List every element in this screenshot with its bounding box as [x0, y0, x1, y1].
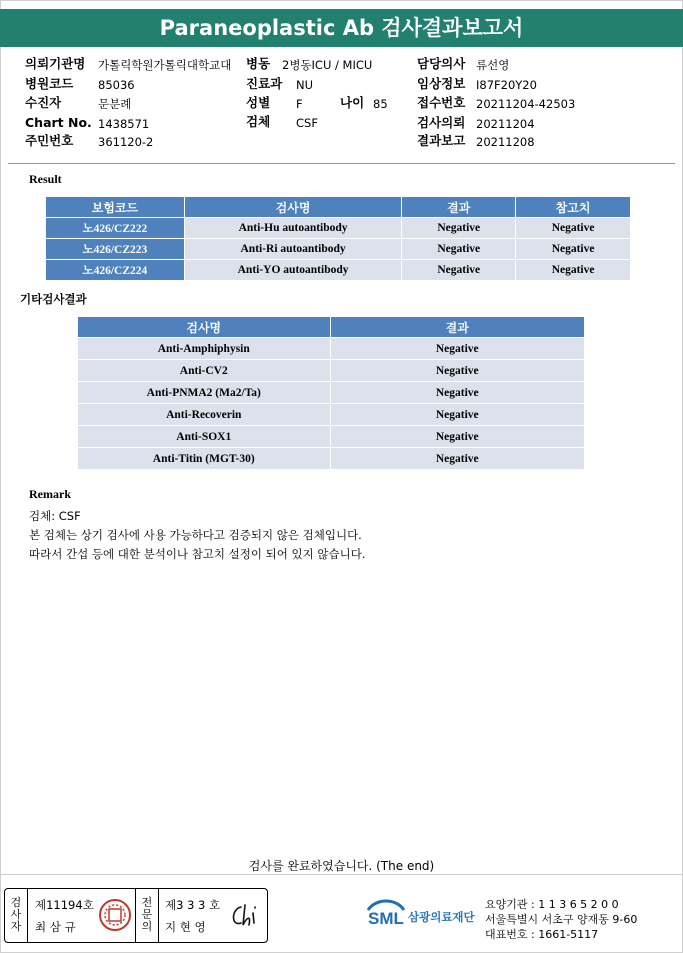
test-name-cell: Anti-Recoverin	[78, 404, 331, 426]
label-age: 나이	[340, 95, 365, 110]
value-result-report: 20211208	[476, 135, 535, 149]
label-hospital-code: 병원코드	[25, 76, 74, 91]
sml-logo-icon	[366, 896, 406, 936]
value-physician: 류선영	[476, 58, 510, 72]
value-ward: 2병동ICU / MICU	[282, 58, 373, 72]
label-specimen: 검체	[246, 114, 271, 129]
test-name-cell: Anti-PNMA2 (Ma2/Ta)	[78, 382, 331, 404]
header-divider	[8, 163, 675, 164]
label-department: 진료과	[246, 76, 283, 91]
specialist-license-no: 제3 3 3 호	[165, 898, 221, 912]
result-cell: Negative	[330, 426, 584, 448]
label-test-request: 검사의뢰	[417, 115, 466, 130]
remark-line: 검체: CSF	[29, 509, 81, 523]
insurance-code-cell: 노426/CZ223	[46, 239, 185, 260]
value-age: 85	[373, 97, 388, 111]
result-section-title: Result	[29, 172, 62, 186]
table-row	[78, 404, 585, 426]
value-hospital-code: 85036	[98, 78, 135, 92]
label-physician: 담당의사	[417, 56, 466, 71]
other-results-table	[77, 316, 585, 470]
insurance-code-cell: 노426/CZ222	[46, 218, 185, 239]
org-line: 서울특별시 서초구 양재동 9-60	[485, 913, 638, 926]
col-test-name: 검사명	[184, 197, 402, 218]
label-sex: 성별	[246, 95, 271, 110]
value-patient: 문분례	[98, 97, 132, 111]
result-table	[45, 196, 631, 281]
label-clinical-info: 임상정보	[417, 76, 466, 91]
other-section-title: 기타검사결과	[20, 292, 87, 306]
end-of-report-text: 검사를 완료하였습니다. (The end)	[248, 859, 435, 873]
label-resident-no: 주민번호	[25, 133, 74, 148]
label-receipt-no: 접수번호	[417, 95, 466, 110]
col-result: 결과	[402, 197, 516, 218]
specialist-label-cell	[136, 889, 159, 942]
test-name-cell: Anti-Titin (MGT-30)	[78, 448, 331, 470]
report-title: Paraneoplastic Ab 검사결과보고서	[0, 9, 683, 47]
value-receipt-no: 20211204-42503	[476, 97, 576, 111]
signature-box	[4, 888, 268, 943]
label-result-report: 결과보고	[417, 133, 466, 148]
remark-line: 본 검체는 상기 검사에 사용 가능하다고 검증되지 않은 검체입니다.	[29, 528, 362, 542]
insurance-code-cell: 노426/CZ224	[46, 260, 185, 281]
value-test-request: 20211204	[476, 117, 535, 131]
label-patient: 수진자	[25, 95, 62, 110]
specialist-name: 지 현 영	[165, 920, 206, 934]
other-table-header	[78, 317, 585, 338]
value-chart-no: 1438571	[98, 117, 150, 131]
tester-license-no: 제11194호	[35, 898, 94, 912]
org-line: 요양기관 : 1 1 3 6 5 2 0 0	[485, 898, 619, 911]
footer-divider	[0, 874, 683, 875]
col-insurance-code: 보험코드	[46, 197, 185, 218]
result-cell: Negative	[330, 338, 584, 360]
value-sex: F	[296, 97, 303, 111]
tester-label: 검 사 자	[10, 896, 22, 933]
svg-text:SML: SML	[368, 909, 404, 928]
value-specimen: CSF	[296, 116, 318, 130]
tester-label-cell	[5, 889, 28, 942]
table-row	[78, 448, 585, 470]
reference-cell: Negative	[516, 260, 631, 281]
seal-stamp-icon	[98, 898, 132, 932]
value-resident-no: 361120-2	[98, 135, 154, 149]
signature-icon	[227, 899, 263, 931]
value-requesting-institution: 가톨릭학원가톨릭대학교대	[98, 58, 232, 72]
org-name: 삼광의료재단	[408, 910, 475, 924]
value-department: NU	[296, 78, 314, 92]
specialist-label: 전 문 의	[141, 896, 153, 933]
test-name-cell: Anti-Ri autoantibody	[184, 239, 402, 260]
label-ward: 병동	[246, 56, 271, 71]
col-result: 결과	[330, 317, 584, 338]
col-reference: 참고치	[516, 197, 631, 218]
col-test-name: 검사명	[78, 317, 331, 338]
value-clinical-info: I87F20Y20	[476, 78, 537, 92]
result-cell: Negative	[402, 239, 516, 260]
remark-line: 따라서 간섭 등에 대한 분석이나 참고치 설정이 되어 있지 않습니다.	[29, 547, 366, 561]
test-name-cell: Anti-SOX1	[78, 426, 331, 448]
result-cell: Negative	[330, 360, 584, 382]
test-name-cell: Anti-Amphiphysin	[78, 338, 331, 360]
org-line: 대표번호 : 1661-5117	[485, 928, 599, 941]
result-table-header	[46, 197, 631, 218]
tester-name: 최 삼 규	[35, 920, 76, 934]
table-row	[46, 260, 631, 281]
result-cell: Negative	[402, 260, 516, 281]
reference-cell: Negative	[516, 239, 631, 260]
table-row	[46, 239, 631, 260]
table-row	[46, 218, 631, 239]
test-name-cell: Anti-CV2	[78, 360, 331, 382]
table-row	[78, 360, 585, 382]
label-requesting-institution: 의뢰기관명	[25, 56, 86, 71]
label-chart-no: Chart No.	[25, 115, 92, 130]
result-cell: Negative	[330, 448, 584, 470]
remark-title: Remark	[29, 487, 71, 501]
test-name-cell: Anti-Hu autoantibody	[184, 218, 402, 239]
result-cell: Negative	[330, 404, 584, 426]
table-row	[78, 338, 585, 360]
table-row	[78, 382, 585, 404]
reference-cell: Negative	[516, 218, 631, 239]
table-row	[78, 426, 585, 448]
test-name-cell: Anti-YO autoantibody	[184, 260, 402, 281]
result-cell: Negative	[402, 218, 516, 239]
result-cell: Negative	[330, 382, 584, 404]
